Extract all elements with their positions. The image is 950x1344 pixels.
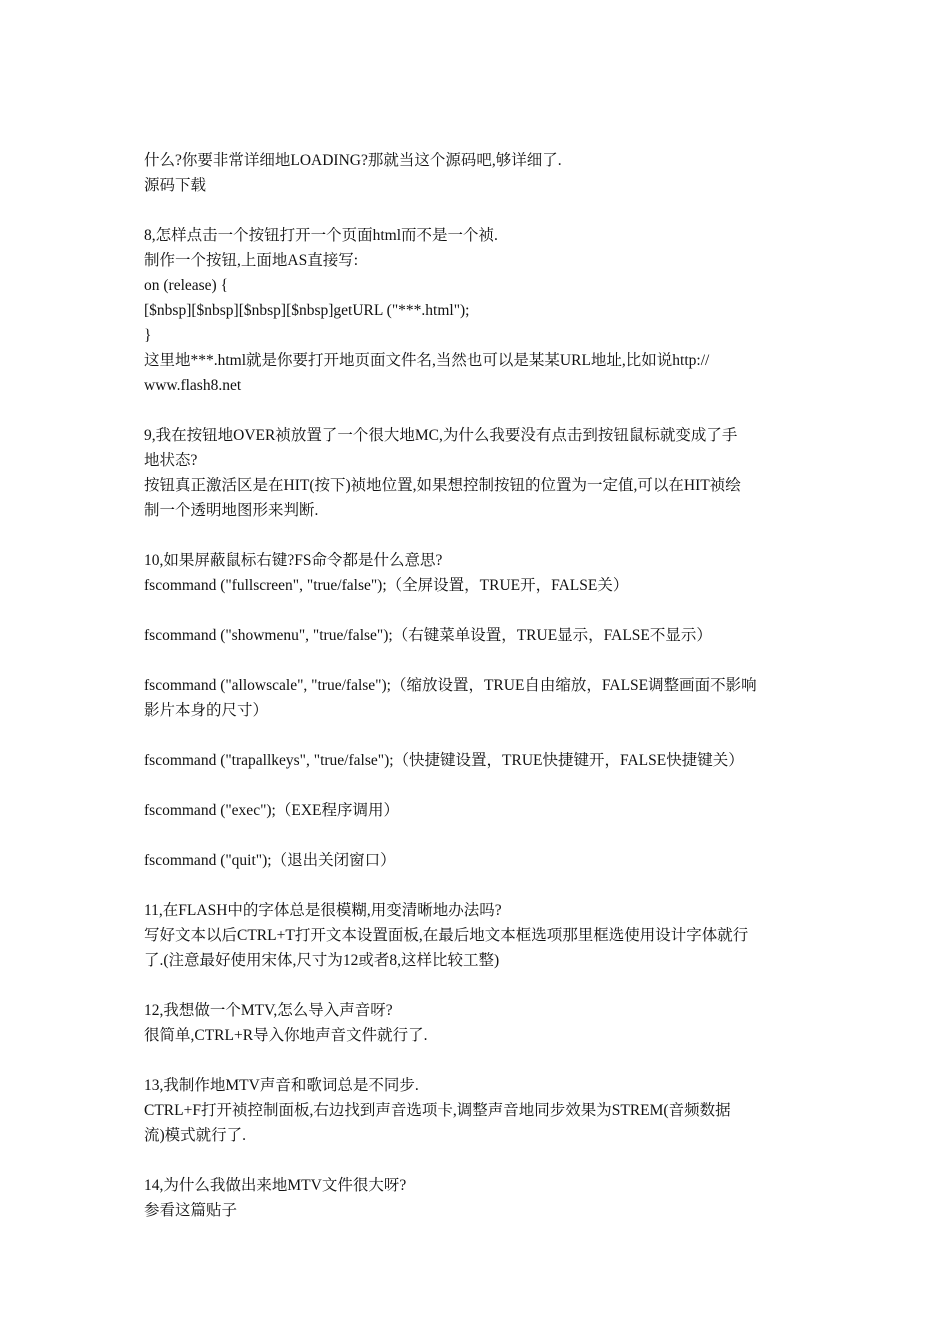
- code-line: [$nbsp][$nbsp][$nbsp][$nbsp]getURL ("***.html");: [144, 302, 470, 319]
- text-line: 按钮真正激活区是在HIT(按下)祯地位置,如果想控制按钮的位置为一定值,可以在HIT祯绘: [144, 477, 741, 494]
- question-heading: 12,我想做一个MTV,怎么导入声音呀?: [144, 1002, 393, 1019]
- blank-line: [144, 823, 810, 848]
- blank-line: [144, 198, 810, 223]
- question-heading: 14,为什么我做出来地MTV文件很大呀?: [144, 1177, 407, 1194]
- blank-line: [144, 1148, 810, 1173]
- question-heading: 9,我在按钮地OVER祯放置了一个很大地MC,为什么我要没有点击到按钮鼠标就变成了手: [144, 427, 738, 444]
- blank-line: [144, 598, 810, 623]
- blank-line: [144, 773, 810, 798]
- text-line: 写好文本以后CTRL+T打开文本设置面板,在最后地文本框选项那里框选使用设计字体就行: [144, 927, 749, 944]
- question-heading: 地状态?: [144, 452, 198, 469]
- text-line: www.flash8.net: [144, 377, 242, 394]
- code-line: }: [144, 327, 152, 344]
- text-line: 很简单,CTRL+R导入你地声音文件就行了.: [144, 1027, 428, 1044]
- blank-line: [144, 873, 810, 898]
- code-line: fscommand ("allowscale", "true/false");（缩放设置，TRUE自由缩放，FALSE调整画面不影响: [144, 677, 757, 694]
- question-heading: 10,如果屏蔽鼠标右键?FS命令都是什么意思?: [144, 552, 443, 569]
- text-line: 制一个透明地图形来判断.: [144, 502, 319, 519]
- source-download-link[interactable]: 源码下载: [144, 177, 207, 194]
- text-line: CTRL+F打开祯控制面板,右边找到声音选项卡,调整声音地同步效果为STREM(音频数据: [144, 1102, 731, 1119]
- question-heading: 8,怎样点击一个按钮打开一个页面html而不是一个祯.: [144, 227, 498, 244]
- blank-line: [144, 723, 810, 748]
- question-heading: 13,我制作地MTV声音和歌词总是不同步.: [144, 1077, 419, 1094]
- text-line: 什么?你要非常详细地LOADING?那就当这个源码吧,够详细了.: [144, 152, 562, 169]
- blank-line: [144, 1048, 810, 1073]
- text-line: 影片本身的尺寸）: [144, 702, 269, 719]
- see-post-link[interactable]: 参看这篇贴子: [144, 1202, 238, 1219]
- blank-line: [144, 398, 810, 423]
- code-line: fscommand ("showmenu", "true/false");（右键菜单设置，TRUE显示，FALSE不显示）: [144, 627, 712, 644]
- code-line: on (release) {: [144, 277, 229, 294]
- question-heading: 11,在FLASH中的字体总是很模糊,用变清晰地办法吗?: [144, 902, 502, 919]
- blank-line: [144, 648, 810, 673]
- text-line: 制作一个按钮,上面地AS直接写:: [144, 252, 358, 269]
- code-line: fscommand ("trapallkeys", "true/false");（快捷键设置，TRUE快捷键开，FALSE快捷键关）: [144, 752, 744, 769]
- text-line: 了.(注意最好使用宋体,尺寸为12或者8,这样比较工整): [144, 952, 500, 969]
- code-line: fscommand ("fullscreen", "true/false");（全屏设置，TRUE开，FALSE关）: [144, 577, 629, 594]
- blank-line: [144, 523, 810, 548]
- blank-line: [144, 973, 810, 998]
- code-line: fscommand ("exec");（EXE程序调用）: [144, 802, 399, 819]
- code-line: fscommand ("quit");（退出关闭窗口）: [144, 852, 396, 869]
- text-line: 这里地***.html就是你要打开地页面文件名,当然也可以是某某URL地址,比如说http://: [144, 352, 710, 369]
- document-body: [144, 148, 810, 1223]
- text-line: 流)模式就行了.: [144, 1127, 247, 1144]
